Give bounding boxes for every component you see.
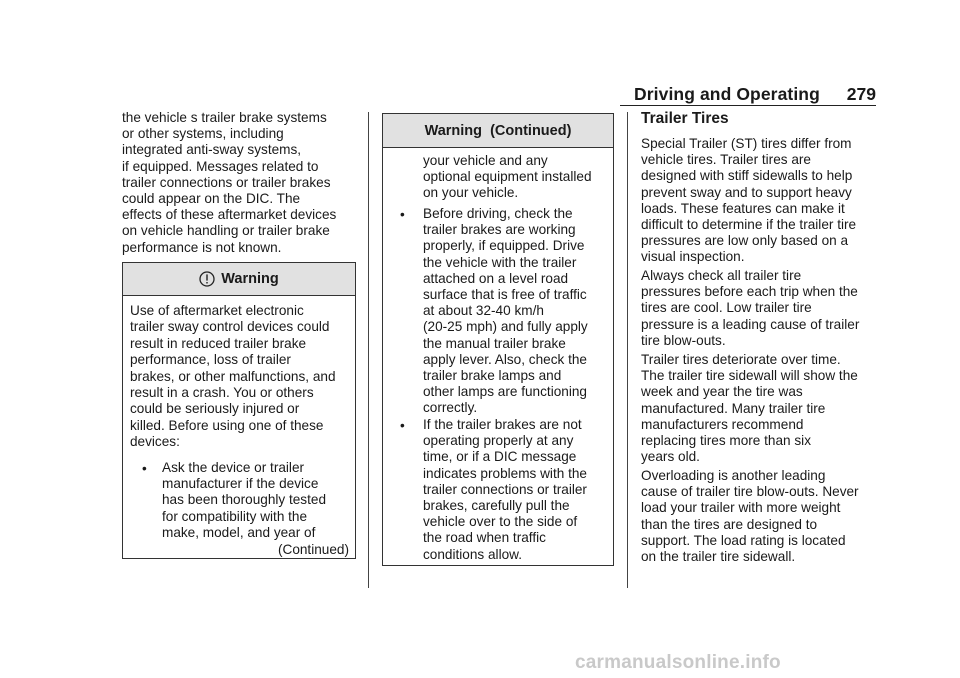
warning-continued-title: Warning (Continued) [424,122,572,139]
trailer-tires-paragraph-2: Always check all trailer tire pressures before each trip when the tires are cool. Low trailer tire pressure is a leading cause of trailer tire blow-outs. [641,268,860,348]
trailer-tires-paragraph-3: Trailer tires deteriorate over time. The trailer tire sidewall will show the week and year the tire was manufactured. Many trailer tire manufacturers recommend replacing tires more than six years old. [641,352,858,465]
warning-bullet-1: Ask the device or trailer manufacturer if the device has been thoroughly tested for compatibility with the make, model, and year of [162,460,327,540]
trailer-tires-paragraph-4: Overloading is another leading cause of trailer tire blow-outs. Never load your trailer with more weight than the tires are designed to support. The load rating is located on the trailer tire sidewall. [641,468,859,565]
continued-label: (Continued) [277,542,349,557]
bullet-marker: • [142,461,147,476]
trailer-tires-paragraph-1: Special Trailer (ST) tires differ from vehicle tires. Trailer tires are designed with stiff sidewalls to help prevent sway and to support heavy loads. These features can make it difficult to determine if the trailer tire pressures are low only based on a visual inspection. [641,136,857,265]
warning-title: Warning [221,271,279,287]
warning-box [122,262,356,559]
warning-bullet-2: Before driving, check the trailer brakes are working properly, if equipped. Drive the vehicle with the trailer attached on a level road surface that is free of traffic at about 32-40 km/h (20-25 mph) and fully apply the manual trailer brake apply lever. Also, check the trailer brake lamps and other lamps are functioning correctly. [423,206,588,416]
page-number: 279 [846,84,876,104]
warning-header [123,263,355,296]
trailer-tires-heading: Trailer Tires [641,110,729,127]
warning-continued-box [382,113,614,566]
watermark: carmanualsonline.info [575,652,781,673]
column-divider-left [368,112,369,588]
header-rule [620,105,876,106]
intro-paragraph: the vehicle s trailer brake systems or other systems, including integrated anti-sway systems, if equipped. Messages related to trailer connections or trailer brakes could appear on the DIC. The effects of these aftermarket devices on vehicle handling or trailer brake performance is not known. [122,110,337,255]
warning-body: Use of aftermarket electronic trailer sway control devices could result in reduced trailer brake performance, loss of trailer brakes, or other malfunctions, and result in a crash. You or others could be seriously injured or killed. Before using one of these devices: [130,303,336,450]
warning-continued-text: your vehicle and any optional equipment installed on your vehicle. [423,153,592,201]
section-title: Driving and Operating [634,84,820,104]
warning-icon [199,271,215,287]
warning-continued-header [383,114,613,148]
column-divider-right [627,112,628,588]
bullet-marker: • [400,207,405,222]
warning-bullet-3: If the trailer brakes are not operating properly at any time, or if a DIC message indicates problems with the trailer connections or trailer brakes, carefully pull the vehicle over to the side of the road when traffic conditions allow. [423,417,587,562]
bullet-marker: • [400,418,405,433]
